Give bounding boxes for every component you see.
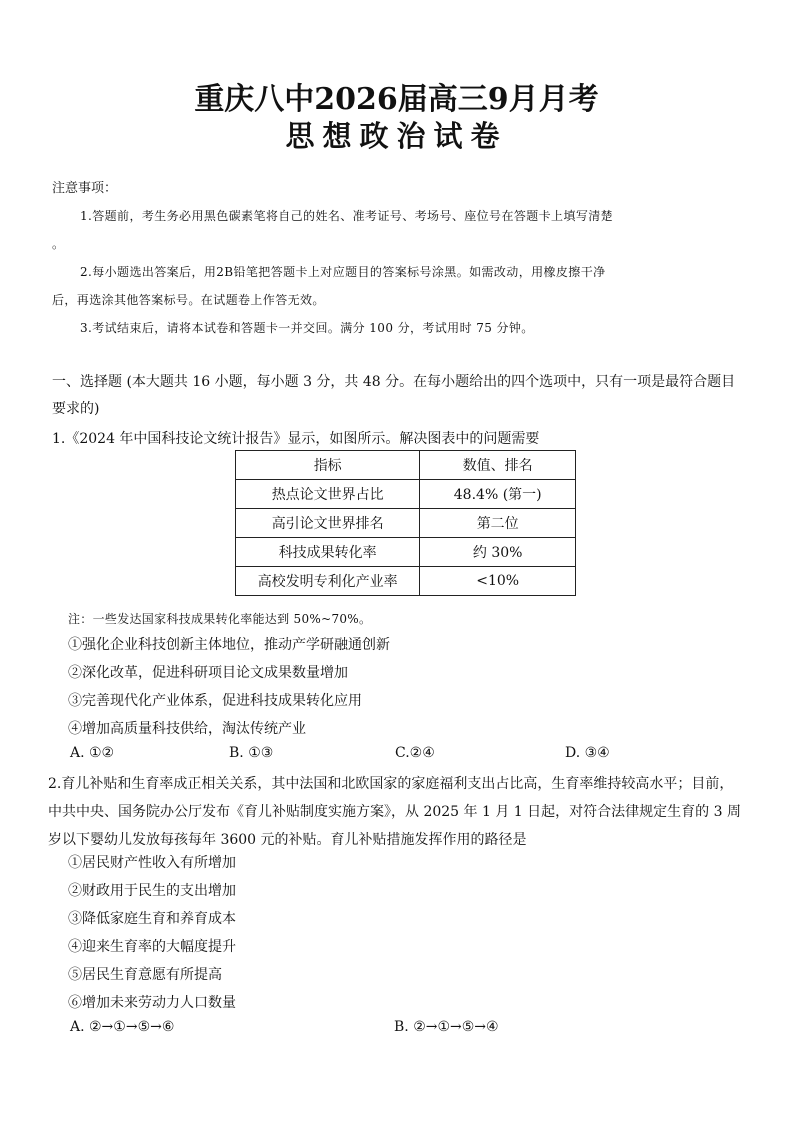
q1-option-b: B. ①③ xyxy=(229,745,274,761)
exam-subject-title: 思想政治试卷 xyxy=(285,119,508,153)
notice-item-3: 3.考试结束后，请将本试卷和答题卡一并交回。满分 100 分，考试用时 75 分钟。 xyxy=(80,321,534,335)
section-heading: 一、选择题 (本大题共 16 小题，每小题 3 分，共 48 分。在每小题给出的四个选项中，只有一项是最符合题目要求的) xyxy=(52,374,736,418)
table-row xyxy=(236,480,576,509)
q2-statement-2: ②财政用于民生的支出增加 xyxy=(68,883,236,899)
q2-option-a: A. ②→①→⑤→⑥ xyxy=(70,1019,175,1035)
notice-item-1: 1.答题前，考生务必用黑色碳素笔将自己的姓名、准考证号、考场号、座位号在答题卡上填写清楚 xyxy=(80,209,614,223)
q2-option-b: B. ②→①→⑤→④ xyxy=(394,1019,499,1035)
table-header-row xyxy=(236,451,576,480)
q2-statement-1: ①居民财产性收入有所增加 xyxy=(68,855,236,871)
q1-option-d: D. ③④ xyxy=(565,745,610,761)
table-cell: 第二位 xyxy=(420,509,576,538)
q1-statement-2: ②深化改革，促进科研项目论文成果数量增加 xyxy=(68,665,348,681)
question-2-stem: 2.育儿补贴和生育率成正相关关系，其中法国和北欧国家的家庭福利支出占比高，生育率维持较高水平；目前，中共中央、国务院办公厅发布《育儿补贴制度实施方案》，从 2025 年 1 月 1 日起，对符合法律规定生育的 3 周岁以下婴幼儿发放每孩每年 3600 元的补贴。育儿补贴措施发挥作用的路径是 xyxy=(48,776,741,848)
q1-statement-3: ③完善现代化产业体系，促进科技成果转化应用 xyxy=(68,693,362,709)
q1-option-c: C.②④ xyxy=(395,745,435,761)
table-cell: 48.4% (第一) xyxy=(420,480,576,509)
table-note: 注：一些发达国家科技成果转化率能达到 50%~70%。 xyxy=(68,612,372,626)
notice-item-2-cont: 后，再选涂其他答案标号。在试题卷上作答无效。 xyxy=(52,293,325,307)
statistics-table xyxy=(235,450,576,596)
q2-statement-6: ⑥增加未来劳动力人口数量 xyxy=(68,995,236,1011)
notice-item-1-cont: 。 xyxy=(52,237,65,251)
table-cell: 高校发明专利化产业率 xyxy=(236,567,420,596)
table-cell: 高引论文世界排名 xyxy=(236,509,420,538)
notice-heading: 注意事项： xyxy=(52,181,118,196)
table-cell: 约 30% xyxy=(420,538,576,567)
q2-statement-4: ④迎来生育率的大幅度提升 xyxy=(68,939,236,955)
q1-statement-1: ①强化企业科技创新主体地位，推动产学研融通创新 xyxy=(68,637,390,653)
table-cell: 热点论文世界占比 xyxy=(236,480,420,509)
table-row xyxy=(236,509,576,538)
table-row xyxy=(236,567,576,596)
question-1-stem: 1.《2024 年中国科技论文统计报告》显示，如图所示。解决图表中的问题需要 xyxy=(52,431,540,447)
table-row xyxy=(236,538,576,567)
q2-statement-5: ⑤居民生育意愿有所提高 xyxy=(68,967,222,983)
table-cell: <10% xyxy=(420,567,576,596)
exam-title: 重庆八中2026届高三9月月考 xyxy=(194,82,599,117)
q1-option-a: A. ①② xyxy=(70,745,115,761)
table-cell: 科技成果转化率 xyxy=(236,538,420,567)
table-header: 指标 xyxy=(236,451,420,480)
table-header: 数值、排名 xyxy=(420,451,576,480)
notice-item-2: 2.每小题选出答案后，用2B铅笔把答题卡上对应题目的答案标号涂黑。如需改动，用橡皮擦干净 xyxy=(80,265,606,279)
q1-statement-4: ④增加高质量科技供给，淘汰传统产业 xyxy=(68,721,306,737)
q2-statement-3: ③降低家庭生育和养育成本 xyxy=(68,911,236,927)
